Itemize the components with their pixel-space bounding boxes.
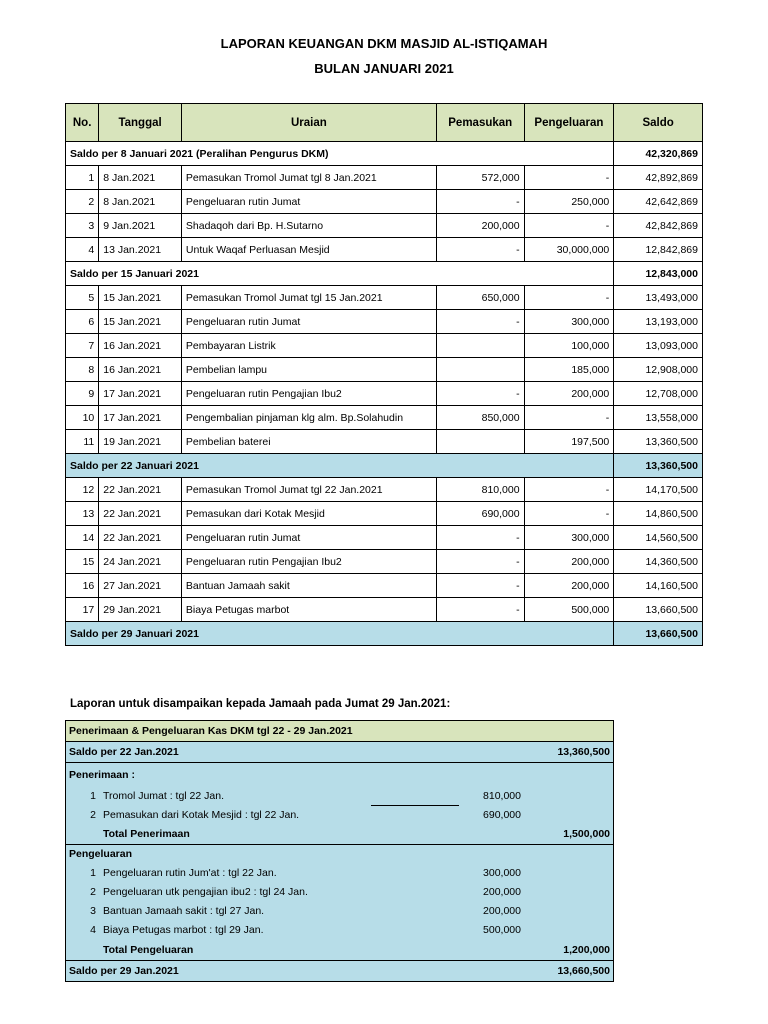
- cell-no: 12: [66, 478, 99, 502]
- col-no: No.: [66, 104, 99, 142]
- cell-saldo: 42,642,869: [614, 190, 703, 214]
- cell-pemasukan: -: [436, 190, 524, 214]
- ledger-row: [66, 406, 703, 430]
- cell-pemasukan: [436, 430, 524, 454]
- total-penerimaan-label: Total Penerimaan: [103, 828, 190, 840]
- cell-uraian: Pengeluaran rutin Pengajian Ibu2: [181, 382, 436, 406]
- cell-pemasukan: -: [436, 310, 524, 334]
- ledger-row: [66, 214, 703, 238]
- subtotal-row: [66, 262, 703, 286]
- penerimaan-item: [66, 787, 613, 806]
- ledger-row: [66, 382, 703, 406]
- cell-uraian: Pengeluaran rutin Pengajian Ibu2: [181, 550, 436, 574]
- cell-uraian: Untuk Waqaf Perluasan Mesjid: [181, 238, 436, 262]
- pengeluaran-heading: [66, 845, 613, 864]
- cell-tanggal: 22 Jan.2021: [99, 526, 182, 550]
- cell-tanggal: 15 Jan.2021: [99, 310, 182, 334]
- cell-pemasukan: -: [436, 382, 524, 406]
- summary-header: Penerimaan & Pengeluaran Kas DKM tgl 22 - 29 Jan.2021: [66, 721, 613, 742]
- total-penerimaan-value: 1,500,000: [563, 828, 610, 840]
- cell-saldo: 12,908,000: [614, 358, 703, 382]
- subtotal-saldo: 12,843,000: [614, 262, 703, 286]
- cell-no: 6: [66, 310, 99, 334]
- cell-pengeluaran: 30,000,000: [524, 238, 614, 262]
- subtotal-label: Saldo per 22 Januari 2021: [66, 454, 614, 478]
- cell-saldo: 14,170,500: [614, 478, 703, 502]
- ledger-header-row: [66, 104, 703, 142]
- col-pemasukan: Pemasukan: [436, 104, 524, 142]
- cell-saldo: 12,708,000: [614, 382, 703, 406]
- item-no: 2: [90, 886, 96, 898]
- cell-pemasukan: -: [436, 526, 524, 550]
- report-note: Laporan untuk disampaikan kepada Jamaah pada Jumat 29 Jan.2021:: [70, 698, 451, 710]
- item-amount: 690,000: [483, 809, 521, 821]
- saldo-akhir-row: [66, 962, 613, 981]
- cell-pengeluaran: 200,000: [524, 550, 614, 574]
- cell-tanggal: 19 Jan.2021: [99, 430, 182, 454]
- cell-tanggal: 24 Jan.2021: [99, 550, 182, 574]
- col-saldo: Saldo: [614, 104, 703, 142]
- ledger-row: [66, 526, 703, 550]
- cell-no: 10: [66, 406, 99, 430]
- cell-tanggal: 22 Jan.2021: [99, 502, 182, 526]
- cell-tanggal: 16 Jan.2021: [99, 358, 182, 382]
- ledger-table: [65, 103, 703, 646]
- subtotal-label: Saldo per 29 Januari 2021: [66, 622, 614, 646]
- cell-pengeluaran: -: [524, 502, 614, 526]
- pengeluaran-item: [66, 864, 613, 883]
- ledger-row: [66, 430, 703, 454]
- subtotal-saldo: 42,320,869: [614, 142, 703, 166]
- item-no: 2: [90, 809, 96, 821]
- saldo-akhir-label: Saldo per 29 Jan.2021: [69, 965, 179, 977]
- cell-uraian: Shadaqoh dari Bp. H.Sutarno: [181, 214, 436, 238]
- cell-no: 17: [66, 598, 99, 622]
- cell-pemasukan: 650,000: [436, 286, 524, 310]
- report-subtitle: BULAN JANUARI 2021: [314, 61, 454, 76]
- cell-no: 3: [66, 214, 99, 238]
- subtotal-label: Saldo per 8 Januari 2021 (Peralihan Pengurus DKM): [66, 142, 614, 166]
- cell-saldo: 13,093,000: [614, 334, 703, 358]
- cell-saldo: 13,493,000: [614, 286, 703, 310]
- cell-saldo: 13,360,500: [614, 430, 703, 454]
- cell-uraian: Pengeluaran rutin Jumat: [181, 526, 436, 550]
- penerimaan-item: [66, 806, 613, 825]
- cell-tanggal: 17 Jan.2021: [99, 382, 182, 406]
- ledger-row: [66, 190, 703, 214]
- cell-uraian: Pembayaran Listrik: [181, 334, 436, 358]
- cell-tanggal: 9 Jan.2021: [99, 214, 182, 238]
- ledger-row: [66, 502, 703, 526]
- item-amount: 200,000: [483, 905, 521, 917]
- cell-uraian: Pengeluaran rutin Jumat: [181, 310, 436, 334]
- pengeluaran-label: Pengeluaran: [69, 848, 133, 860]
- cell-saldo: 13,660,500: [614, 598, 703, 622]
- item-no: 1: [90, 790, 96, 802]
- cell-tanggal: 22 Jan.2021: [99, 478, 182, 502]
- item-no: 1: [90, 867, 96, 879]
- ledger-row: [66, 166, 703, 190]
- cell-uraian: Pemasukan dari Kotak Mesjid: [181, 502, 436, 526]
- cell-uraian: Pengembalian pinjaman klg alm. Bp.Solahudin: [181, 406, 436, 430]
- cell-saldo: 14,860,500: [614, 502, 703, 526]
- saldo-akhir-value: 13,660,500: [557, 965, 610, 977]
- cell-uraian: Pemasukan Tromol Jumat tgl 15 Jan.2021: [181, 286, 436, 310]
- cell-pemasukan: 850,000: [436, 406, 524, 430]
- pengeluaran-item: [66, 883, 613, 902]
- cell-tanggal: 17 Jan.2021: [99, 406, 182, 430]
- cell-no: 8: [66, 358, 99, 382]
- cell-no: 15: [66, 550, 99, 574]
- item-desc: Pengeluaran rutin Jum'at : tgl 22 Jan.: [103, 867, 277, 879]
- subtotal-underline: [371, 805, 459, 806]
- subtotal-row: [66, 622, 703, 646]
- cell-pengeluaran: 200,000: [524, 574, 614, 598]
- ledger-row: [66, 358, 703, 382]
- ledger-row: [66, 286, 703, 310]
- col-tanggal: Tanggal: [99, 104, 182, 142]
- cell-pengeluaran: 500,000: [524, 598, 614, 622]
- item-desc: Biaya Petugas marbot : tgl 29 Jan.: [103, 924, 264, 936]
- cell-uraian: Biaya Petugas marbot: [181, 598, 436, 622]
- cell-pengeluaran: 197,500: [524, 430, 614, 454]
- ledger-row: [66, 574, 703, 598]
- cell-pengeluaran: 250,000: [524, 190, 614, 214]
- subtotal-saldo: 13,660,500: [614, 622, 703, 646]
- saldo-awal-row: [66, 743, 613, 763]
- cell-no: 9: [66, 382, 99, 406]
- subtotal-row: [66, 454, 703, 478]
- cell-pemasukan: 810,000: [436, 478, 524, 502]
- ledger-row: [66, 334, 703, 358]
- col-uraian: Uraian: [181, 104, 436, 142]
- cell-no: 14: [66, 526, 99, 550]
- subtotal-saldo: 13,360,500: [614, 454, 703, 478]
- cell-uraian: Pembelian lampu: [181, 358, 436, 382]
- cell-no: 2: [66, 190, 99, 214]
- pengeluaran-item: [66, 902, 613, 921]
- cell-tanggal: 15 Jan.2021: [99, 286, 182, 310]
- ledger-row: [66, 598, 703, 622]
- cell-pengeluaran: -: [524, 286, 614, 310]
- ledger-row: [66, 310, 703, 334]
- pengeluaran-item: [66, 921, 613, 940]
- cell-pengeluaran: 185,000: [524, 358, 614, 382]
- cell-saldo: 13,193,000: [614, 310, 703, 334]
- saldo-awal-value: 13,360,500: [557, 746, 610, 758]
- item-amount: 810,000: [483, 790, 521, 802]
- cell-saldo: 14,560,500: [614, 526, 703, 550]
- cell-pengeluaran: 300,000: [524, 310, 614, 334]
- cell-pengeluaran: -: [524, 166, 614, 190]
- cell-no: 1: [66, 166, 99, 190]
- cell-uraian: Pemasukan Tromol Jumat tgl 8 Jan.2021: [181, 166, 436, 190]
- ledger-row: [66, 550, 703, 574]
- penerimaan-label: Penerimaan :: [69, 769, 135, 781]
- item-no: 4: [90, 924, 96, 936]
- item-desc: Pemasukan dari Kotak Mesjid : tgl 22 Jan.: [103, 809, 300, 821]
- cell-no: 4: [66, 238, 99, 262]
- cell-saldo: 14,360,500: [614, 550, 703, 574]
- cell-tanggal: 29 Jan.2021: [99, 598, 182, 622]
- cell-saldo: 12,842,869: [614, 238, 703, 262]
- cell-pemasukan: -: [436, 550, 524, 574]
- cell-uraian: Pengeluaran rutin Jumat: [181, 190, 436, 214]
- cell-saldo: 42,892,869: [614, 166, 703, 190]
- cell-tanggal: 8 Jan.2021: [99, 166, 182, 190]
- subtotal-label: Saldo per 15 Januari 2021: [66, 262, 614, 286]
- cell-pengeluaran: -: [524, 214, 614, 238]
- cell-pengeluaran: 100,000: [524, 334, 614, 358]
- penerimaan-heading: [66, 766, 613, 785]
- item-desc: Bantuan Jamaah sakit : tgl 27 Jan.: [103, 905, 265, 917]
- total-pengeluaran-label: Total Pengeluaran: [103, 944, 194, 956]
- cell-pemasukan: -: [436, 574, 524, 598]
- cell-pemasukan: [436, 358, 524, 382]
- cell-pemasukan: [436, 334, 524, 358]
- item-amount: 200,000: [483, 886, 521, 898]
- cell-no: 5: [66, 286, 99, 310]
- cell-pengeluaran: 200,000: [524, 382, 614, 406]
- total-pengeluaran-row: [66, 941, 613, 961]
- cell-saldo: 13,558,000: [614, 406, 703, 430]
- cell-uraian: Pembelian baterei: [181, 430, 436, 454]
- cell-pengeluaran: 300,000: [524, 526, 614, 550]
- cell-tanggal: 16 Jan.2021: [99, 334, 182, 358]
- item-desc: Pengeluaran utk pengajian ibu2 : tgl 24 Jan.: [103, 886, 308, 898]
- total-pengeluaran-value: 1,200,000: [563, 944, 610, 956]
- item-amount: 300,000: [483, 867, 521, 879]
- report-title: LAPORAN KEUANGAN DKM MASJID AL-ISTIQAMAH: [220, 36, 548, 51]
- cell-pengeluaran: -: [524, 478, 614, 502]
- item-amount: 500,000: [483, 924, 521, 936]
- cell-saldo: 14,160,500: [614, 574, 703, 598]
- cell-no: 16: [66, 574, 99, 598]
- cell-no: 7: [66, 334, 99, 358]
- cell-uraian: Bantuan Jamaah sakit: [181, 574, 436, 598]
- item-no: 3: [90, 905, 96, 917]
- cell-saldo: 42,842,869: [614, 214, 703, 238]
- cell-tanggal: 27 Jan.2021: [99, 574, 182, 598]
- cell-pemasukan: 200,000: [436, 214, 524, 238]
- subtotal-row: [66, 142, 703, 166]
- cell-pemasukan: 690,000: [436, 502, 524, 526]
- cell-pemasukan: -: [436, 598, 524, 622]
- col-pengeluaran: Pengeluaran: [524, 104, 614, 142]
- ledger-row: [66, 478, 703, 502]
- cell-tanggal: 8 Jan.2021: [99, 190, 182, 214]
- summary-box: [65, 720, 614, 982]
- cell-no: 13: [66, 502, 99, 526]
- cell-no: 11: [66, 430, 99, 454]
- item-desc: Tromol Jumat : tgl 22 Jan.: [103, 790, 224, 802]
- cell-pengeluaran: -: [524, 406, 614, 430]
- cell-pemasukan: 572,000: [436, 166, 524, 190]
- total-penerimaan-row: [66, 825, 613, 845]
- cell-pemasukan: -: [436, 238, 524, 262]
- cell-uraian: Pemasukan Tromol Jumat tgl 22 Jan.2021: [181, 478, 436, 502]
- cell-tanggal: 13 Jan.2021: [99, 238, 182, 262]
- ledger-row: [66, 238, 703, 262]
- saldo-awal-label: Saldo per 22 Jan.2021: [69, 746, 179, 758]
- ledger-body: [66, 142, 703, 646]
